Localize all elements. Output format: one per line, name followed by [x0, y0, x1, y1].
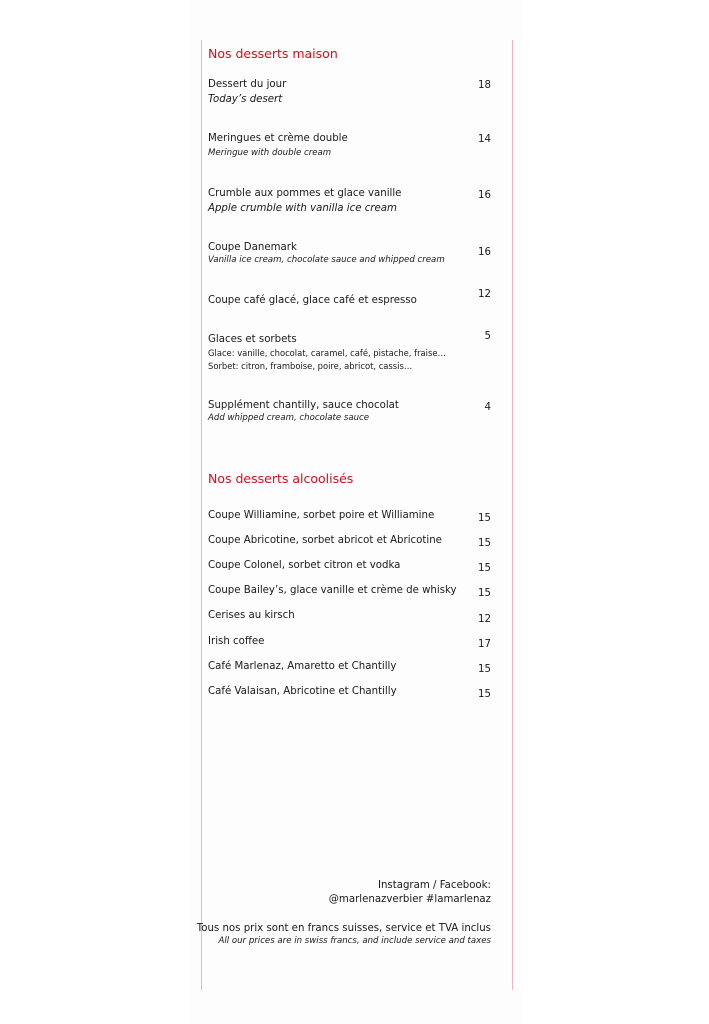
item-price: 14 [478, 134, 491, 145]
right-margin-rule [512, 40, 513, 990]
item-name: Coupe Bailey’s, glace vanille et crème de whisky [208, 585, 457, 596]
item-price: 15 [478, 563, 491, 574]
item-translation: Add whipped cream, chocolate sauce [208, 413, 370, 423]
item-name: Coupe café glacé, glace café et espresso [208, 295, 417, 306]
item-translation: Meringue with double cream [208, 148, 332, 158]
item-price: 18 [478, 80, 491, 91]
item-price: 4 [484, 402, 491, 413]
item-name: Coupe Williamine, sorbet poire et Williamine [208, 510, 435, 521]
section-title-maison: Nos desserts maison [208, 46, 338, 61]
item-name: Coupe Colonel, sorbet citron et vodka [208, 560, 401, 571]
item-name: Café Marlenaz, Amaretto et Chantilly [208, 661, 397, 672]
item-price: 15 [478, 689, 491, 700]
item-price: 15 [478, 588, 491, 599]
item-name: Dessert du jour [208, 79, 287, 90]
item-price: 15 [478, 664, 491, 675]
item-name: Glaces et sorbets [208, 334, 297, 345]
item-price: 16 [478, 247, 491, 258]
social-handles: @marlenazverbier #lamarlenaz [328, 894, 491, 905]
prices-note: Tous nos prix sont en francs suisses, service et TVA inclus [196, 923, 491, 934]
item-name: Meringues et crème double [208, 133, 348, 144]
prices-note-english: All our prices are in swiss francs, and include service and taxes [218, 936, 491, 946]
item-price: 15 [478, 513, 491, 524]
item-name: Supplément chantilly, sauce chocolat [208, 400, 399, 411]
item-name: Café Valaisan, Abricotine et Chantilly [208, 686, 397, 697]
left-margin-rule [201, 40, 202, 990]
item-price: 17 [478, 639, 491, 650]
item-translation: Vanilla ice cream, chocolate sauce and whipped cream [208, 255, 445, 265]
item-name: Coupe Abricotine, sorbet abricot et Abricotine [208, 535, 442, 546]
item-name: Irish coffee [208, 636, 265, 647]
section-title-alcoolises: Nos desserts alcoolisés [208, 471, 354, 486]
item-price: 12 [478, 289, 491, 300]
item-price: 15 [478, 538, 491, 549]
item-translation: Apple crumble with vanilla ice cream [208, 203, 397, 214]
item-price: 12 [478, 614, 491, 625]
item-description-sorbets: Sorbet: citron, framboise, poire, abricot, cassis… [208, 361, 413, 371]
item-name: Coupe Danemark [208, 242, 297, 253]
item-name: Cerises au kirsch [208, 610, 295, 621]
item-name: Crumble aux pommes et glace vanille [208, 188, 402, 199]
social-label: Instagram / Facebook: [377, 880, 491, 891]
item-description-glaces: Glace: vanille, chocolat, caramel, café, pistache, fraise… [208, 348, 446, 358]
item-price: 16 [478, 190, 491, 201]
item-price: 5 [484, 331, 491, 342]
item-translation: Today’s desert [208, 94, 283, 105]
